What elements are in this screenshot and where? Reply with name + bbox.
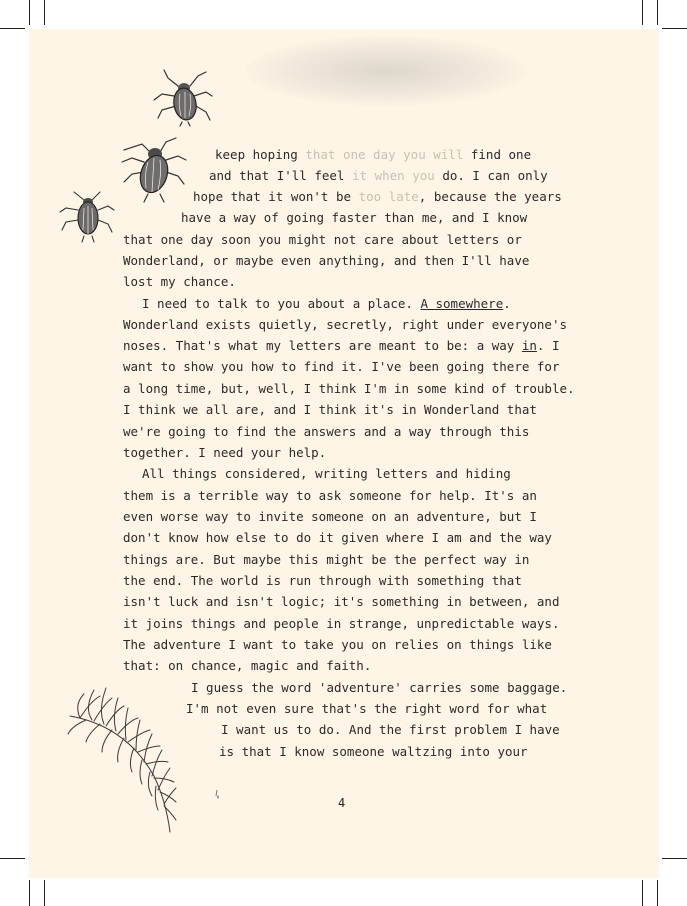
text-line: the end. The world is run through with something that — [123, 573, 522, 588]
text-line: it joins things and people in strange, unpredictable ways. — [123, 616, 560, 631]
text-line — [193, 189, 562, 205]
text-line: that one day soon you might not care about letters or — [123, 232, 522, 247]
text-segment: do. I can only — [434, 168, 548, 183]
text-segment: , because the years — [418, 189, 562, 204]
text-segment: . — [503, 296, 511, 311]
text-segment: find one — [463, 147, 532, 162]
text-line: Wonderland, or maybe even anything, and then I'll have — [123, 253, 530, 268]
text-segment: . I — [536, 338, 560, 353]
text-line: is that I know someone waltzing into your — [219, 744, 528, 759]
text-line: together. I need your help. — [123, 445, 327, 460]
text-line: I guess the word 'adventure' carries some baggage. — [191, 680, 568, 695]
text-segment: and that I'll feel — [209, 168, 352, 183]
text-line — [209, 168, 548, 184]
text-segment: keep hoping — [215, 147, 306, 162]
faded-text: that one day you will — [305, 147, 464, 162]
text-segment: hope that it won't be — [193, 189, 359, 204]
page-number: 4 — [338, 796, 346, 810]
text-line: that: on chance, magic and faith. — [123, 658, 372, 673]
text-line: them is a terrible way to ask someone for help. It's an — [123, 488, 537, 503]
faded-text: it when you — [352, 168, 435, 183]
text-line: I want us to do. And the first problem I have — [221, 722, 560, 737]
text-line — [215, 147, 531, 163]
underlined-text: in — [521, 338, 537, 353]
text-line: isn't luck and isn't logic; it's something in between, and — [123, 594, 560, 609]
text-line: even worse way to invite someone on an adventure, but I — [123, 509, 537, 524]
text-line — [123, 338, 560, 354]
text-line: Wonderland exists quietly, secretly, right under everyone's — [123, 317, 568, 332]
text-line: I think we all are, and I think it's in Wonderland that — [123, 402, 537, 417]
text-line: lost my chance. — [123, 274, 236, 289]
text-segment: I need to talk to you about a place. — [142, 296, 421, 311]
text-line: a long time, but, well, I think I'm in some kind of trouble. — [123, 381, 575, 396]
text-segment: noses. That's what my letters are meant to be: a way — [123, 338, 522, 353]
underlined-text: A somewhere — [420, 296, 504, 311]
text-line: things are. But maybe this might be the perfect way in — [123, 552, 530, 567]
text-line: have a way of going faster than me, and I know — [181, 210, 528, 225]
text-line: don't know how else to do it given where I am and the way — [123, 530, 552, 545]
text-line — [142, 296, 511, 312]
text-line: The adventure I want to take you on relies on things like — [123, 637, 552, 652]
text-line: want to show you how to find it. I've been going there for — [123, 359, 560, 374]
faded-text: too late — [358, 189, 419, 204]
text-line: All things considered, writing letters and hiding — [142, 466, 511, 481]
text-line: I'm not even sure that's the right word for what — [186, 701, 548, 716]
text-line: we're going to find the answers and a way through this — [123, 424, 530, 439]
